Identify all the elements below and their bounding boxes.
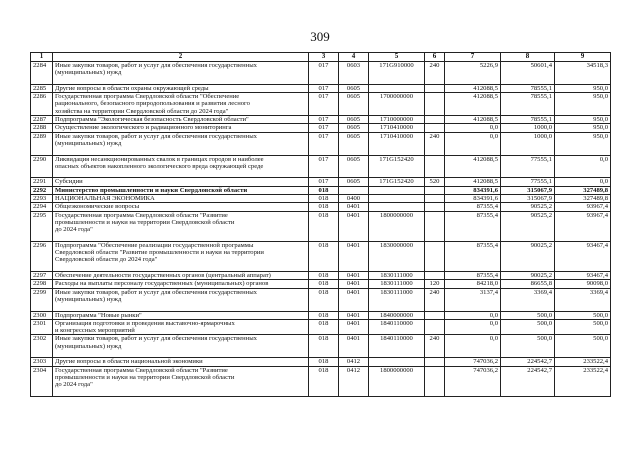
amount-2022-cell: 834391,6 <box>445 186 501 194</box>
amount-2024-cell: 233522,4 <box>555 366 611 396</box>
column-header: 8 <box>501 53 555 62</box>
row-number-cell: 2289 <box>31 132 53 155</box>
ministry-code-cell: 018 <box>309 241 339 271</box>
row-number-cell: 2300 <box>31 311 53 319</box>
section-code-cell: 0605 <box>339 155 369 178</box>
row-name-cell: Подпрограмма "Новые рынки" <box>53 311 309 319</box>
row-name-cell: Субсидии <box>53 178 309 186</box>
target-code-cell: 171G152420 <box>369 178 425 186</box>
table-row <box>31 195 611 203</box>
table-body <box>31 62 611 397</box>
section-code-cell: 0412 <box>339 358 369 366</box>
ministry-code-cell: 017 <box>309 132 339 155</box>
target-code-cell: 1710410000 <box>369 124 425 132</box>
row-number-cell: 2295 <box>31 211 53 241</box>
table-row <box>31 116 611 124</box>
amount-2024-cell: 93467,4 <box>555 241 611 271</box>
row-name-cell: Обеспечение деятельности государственных органов (центральный аппарат) <box>53 272 309 280</box>
ministry-code-cell: 018 <box>309 311 339 319</box>
amount-2022-cell: 87355,4 <box>445 272 501 280</box>
amount-2023-cell: 78555,1 <box>501 116 555 124</box>
target-code-cell: 1800000000 <box>369 366 425 396</box>
table-row <box>31 311 611 319</box>
amount-2023-cell: 77555,1 <box>501 155 555 178</box>
amount-2022-cell: 87355,4 <box>445 203 501 211</box>
row-name-cell: Государственная программа Свердловской области "Обеспечение рационального, безопасного природопользования и развития лесного хозяйства на территории Свердловской области до 2024 года" <box>53 93 309 116</box>
row-number-cell: 2301 <box>31 319 53 335</box>
row-number-cell: 2291 <box>31 178 53 186</box>
section-code-cell: 0401 <box>339 335 369 358</box>
amount-2022-cell: 0,0 <box>445 124 501 132</box>
table-row <box>31 132 611 155</box>
amount-2022-cell: 412088,5 <box>445 178 501 186</box>
row-name-cell: НАЦИОНАЛЬНАЯ ЭКОНОМИКА <box>53 195 309 203</box>
table-row <box>31 62 611 85</box>
section-code-cell: 0605 <box>339 178 369 186</box>
amount-2022-cell: 87355,4 <box>445 241 501 271</box>
amount-2023-cell: 78555,1 <box>501 84 555 92</box>
target-code-cell: 1830111000 <box>369 272 425 280</box>
amount-2023-cell: 77555,1 <box>501 178 555 186</box>
row-number-cell: 2294 <box>31 203 53 211</box>
target-code-cell: 171G910000 <box>369 62 425 85</box>
amount-2024-cell: 950,0 <box>555 116 611 124</box>
section-code-cell: 0401 <box>339 288 369 311</box>
expense-type-cell <box>425 366 445 396</box>
amount-2024-cell: 500,0 <box>555 335 611 358</box>
amount-2023-cell: 90525,2 <box>501 211 555 241</box>
amount-2024-cell: 233522,4 <box>555 358 611 366</box>
amount-2023-cell: 78555,1 <box>501 93 555 116</box>
column-header: 9 <box>555 53 611 62</box>
row-name-cell: Иные закупки товаров, работ и услуг для обеспечения государственных (муниципальных) нужд <box>53 335 309 358</box>
expense-type-cell: 520 <box>425 178 445 186</box>
table-row <box>31 358 611 366</box>
section-code-cell: 0401 <box>339 319 369 335</box>
row-name-cell: Общеэкономические вопросы <box>53 203 309 211</box>
row-name-cell: Организация подготовки и проведения выставочно-ярмарочных и конгрессных мероприятий <box>53 319 309 335</box>
table-row <box>31 178 611 186</box>
amount-2023-cell: 86655,8 <box>501 280 555 288</box>
expense-type-cell: 240 <box>425 335 445 358</box>
ministry-code-cell: 017 <box>309 93 339 116</box>
row-name-cell: Подпрограмма "Экологическая безопасность Свердловской области" <box>53 116 309 124</box>
table-row <box>31 288 611 311</box>
row-number-cell: 2284 <box>31 62 53 85</box>
column-header: 5 <box>369 53 425 62</box>
amount-2024-cell: 34518,3 <box>555 62 611 85</box>
amount-2023-cell: 500,0 <box>501 335 555 358</box>
amount-2024-cell: 950,0 <box>555 132 611 155</box>
row-number-cell: 2302 <box>31 335 53 358</box>
amount-2022-cell: 0,0 <box>445 319 501 335</box>
amount-2023-cell: 1000,0 <box>501 132 555 155</box>
amount-2022-cell: 84218,0 <box>445 280 501 288</box>
budget-table <box>30 52 611 397</box>
expense-type-cell <box>425 241 445 271</box>
expense-type-cell <box>425 186 445 194</box>
amount-2024-cell: 93467,4 <box>555 272 611 280</box>
amount-2022-cell: 0,0 <box>445 132 501 155</box>
target-code-cell: 1830111000 <box>369 288 425 311</box>
column-header: 2 <box>53 53 309 62</box>
ministry-code-cell: 018 <box>309 280 339 288</box>
section-code-cell: 0401 <box>339 211 369 241</box>
expense-type-cell: 240 <box>425 132 445 155</box>
section-code-cell: 0605 <box>339 93 369 116</box>
table-row <box>31 280 611 288</box>
ministry-code-cell: 017 <box>309 116 339 124</box>
section-code-cell: 0401 <box>339 272 369 280</box>
expense-type-cell <box>425 211 445 241</box>
expense-type-cell <box>425 155 445 178</box>
amount-2024-cell: 0,0 <box>555 178 611 186</box>
expense-type-cell <box>425 272 445 280</box>
section-code-cell: 0401 <box>339 280 369 288</box>
target-code-cell <box>369 186 425 194</box>
amount-2022-cell: 412088,5 <box>445 116 501 124</box>
amount-2023-cell: 3369,4 <box>501 288 555 311</box>
target-code-cell <box>369 358 425 366</box>
amount-2022-cell: 747036,2 <box>445 358 501 366</box>
target-code-cell: 1840000000 <box>369 311 425 319</box>
amount-2023-cell: 500,0 <box>501 319 555 335</box>
row-name-cell: Министерство промышленности и науки Свердловской области <box>53 186 309 194</box>
amount-2024-cell: 500,0 <box>555 311 611 319</box>
amount-2023-cell: 224542,7 <box>501 358 555 366</box>
row-name-cell: Иные закупки товаров, работ и услуг для обеспечения государственных (муниципальных) нужд <box>53 288 309 311</box>
ministry-code-cell: 018 <box>309 203 339 211</box>
row-number-cell: 2292 <box>31 186 53 194</box>
amount-2024-cell: 327489,8 <box>555 195 611 203</box>
section-code-cell <box>339 186 369 194</box>
section-code-cell: 0605 <box>339 124 369 132</box>
expense-type-cell <box>425 203 445 211</box>
amount-2022-cell: 412088,5 <box>445 84 501 92</box>
section-code-cell: 0400 <box>339 195 369 203</box>
expense-type-cell <box>425 319 445 335</box>
target-code-cell: 1840110000 <box>369 335 425 358</box>
amount-2023-cell: 500,0 <box>501 311 555 319</box>
table-row <box>31 335 611 358</box>
ministry-code-cell: 018 <box>309 186 339 194</box>
row-name-cell: Осуществление экологического и радиационного мониторинга <box>53 124 309 132</box>
target-code-cell <box>369 84 425 92</box>
column-header: 7 <box>445 53 501 62</box>
section-code-cell: 0605 <box>339 84 369 92</box>
amount-2022-cell: 5226,9 <box>445 62 501 85</box>
row-name-cell: Иные закупки товаров, работ и услуг для обеспечения государственных (муниципальных) нужд <box>53 132 309 155</box>
table-row <box>31 84 611 92</box>
amount-2022-cell: 0,0 <box>445 335 501 358</box>
amount-2022-cell: 412088,5 <box>445 155 501 178</box>
ministry-code-cell: 017 <box>309 84 339 92</box>
section-code-cell: 0605 <box>339 132 369 155</box>
expense-type-cell <box>425 116 445 124</box>
expense-type-cell <box>425 195 445 203</box>
row-number-cell: 2285 <box>31 84 53 92</box>
row-number-cell: 2293 <box>31 195 53 203</box>
row-name-cell: Иные закупки товаров, работ и услуг для обеспечения государственных (муниципальных) нужд <box>53 62 309 85</box>
amount-2024-cell: 950,0 <box>555 84 611 92</box>
row-name-cell: Расходы на выплаты персоналу государственных (муниципальных) органов <box>53 280 309 288</box>
row-number-cell: 2304 <box>31 366 53 396</box>
table-row <box>31 124 611 132</box>
amount-2023-cell: 50601,4 <box>501 62 555 85</box>
target-code-cell: 1710000000 <box>369 116 425 124</box>
amount-2024-cell: 3369,4 <box>555 288 611 311</box>
amount-2022-cell: 834391,6 <box>445 195 501 203</box>
target-code-cell: 1700000000 <box>369 93 425 116</box>
amount-2022-cell: 0,0 <box>445 311 501 319</box>
ministry-code-cell: 018 <box>309 335 339 358</box>
table-row <box>31 272 611 280</box>
amount-2023-cell: 224542,7 <box>501 366 555 396</box>
ministry-code-cell: 017 <box>309 178 339 186</box>
page-number: 309 <box>310 29 330 44</box>
amount-2023-cell: 90025,2 <box>501 241 555 271</box>
row-name-cell: Ликвидация несанкционированных свалок в границах городов и наиболее опасных объектов накопленного экологического вреда окружающей среде <box>53 155 309 178</box>
row-number-cell: 2287 <box>31 116 53 124</box>
expense-type-cell <box>425 358 445 366</box>
row-name-cell: Государственная программа Свердловской области "Развитие промышленности и науки на территории Свердловской области до 2024 года" <box>53 211 309 241</box>
target-code-cell: 171G152420 <box>369 155 425 178</box>
column-header: 6 <box>425 53 445 62</box>
column-header: 4 <box>339 53 369 62</box>
ministry-code-cell: 017 <box>309 62 339 85</box>
row-number-cell: 2297 <box>31 272 53 280</box>
amount-2022-cell: 3137,4 <box>445 288 501 311</box>
row-name-cell: Подпрограмма "Обеспечение реализации государственной программы Свердловской области "Развитие промышленности и науки на территории Свердловской области до 2024 года" <box>53 241 309 271</box>
ministry-code-cell: 018 <box>309 358 339 366</box>
section-code-cell: 0401 <box>339 203 369 211</box>
amount-2023-cell: 315067,9 <box>501 195 555 203</box>
amount-2024-cell: 950,0 <box>555 124 611 132</box>
section-code-cell: 0603 <box>339 62 369 85</box>
amount-2023-cell: 315067,9 <box>501 186 555 194</box>
amount-2022-cell: 87355,4 <box>445 211 501 241</box>
row-name-cell: Государственная программа Свердловской области "Развитие промышленности и науки на территории Свердловской области до 2024 года" <box>53 366 309 396</box>
table-row <box>31 319 611 335</box>
amount-2023-cell: 90525,2 <box>501 203 555 211</box>
row-name-cell: Другие вопросы в области охраны окружающей среды <box>53 84 309 92</box>
amount-2024-cell: 90098,0 <box>555 280 611 288</box>
target-code-cell: 1800000000 <box>369 211 425 241</box>
table-row <box>31 93 611 116</box>
column-header: 1 <box>31 53 53 62</box>
amount-2024-cell: 500,0 <box>555 319 611 335</box>
row-number-cell: 2298 <box>31 280 53 288</box>
section-code-cell: 0401 <box>339 311 369 319</box>
target-code-cell: 1830111000 <box>369 280 425 288</box>
ministry-code-cell: 018 <box>309 272 339 280</box>
ministry-code-cell: 018 <box>309 195 339 203</box>
ministry-code-cell: 018 <box>309 288 339 311</box>
row-number-cell: 2288 <box>31 124 53 132</box>
ministry-code-cell: 017 <box>309 124 339 132</box>
expense-type-cell <box>425 311 445 319</box>
target-code-cell: 1830000000 <box>369 241 425 271</box>
target-code-cell <box>369 195 425 203</box>
amount-2024-cell: 950,0 <box>555 93 611 116</box>
expense-type-cell <box>425 93 445 116</box>
amount-2024-cell: 327489,8 <box>555 186 611 194</box>
target-code-cell: 1710410000 <box>369 132 425 155</box>
ministry-code-cell: 018 <box>309 366 339 396</box>
section-code-cell: 0401 <box>339 241 369 271</box>
amount-2022-cell: 412088,5 <box>445 93 501 116</box>
expense-type-cell: 240 <box>425 62 445 85</box>
expense-type-cell <box>425 84 445 92</box>
ministry-code-cell: 018 <box>309 319 339 335</box>
table-row <box>31 241 611 271</box>
row-number-cell: 2296 <box>31 241 53 271</box>
section-code-cell: 0605 <box>339 116 369 124</box>
section-code-cell: 0412 <box>339 366 369 396</box>
expense-type-cell: 120 <box>425 280 445 288</box>
row-number-cell: 2299 <box>31 288 53 311</box>
amount-2024-cell: 0,0 <box>555 155 611 178</box>
table-row <box>31 155 611 178</box>
table-row <box>31 366 611 396</box>
amount-2022-cell: 747036,2 <box>445 366 501 396</box>
row-number-cell: 2286 <box>31 93 53 116</box>
table-row <box>31 186 611 194</box>
table-row <box>31 203 611 211</box>
ministry-code-cell: 018 <box>309 211 339 241</box>
expense-type-cell <box>425 124 445 132</box>
table-header-row <box>31 53 611 62</box>
table-row <box>31 211 611 241</box>
row-number-cell: 2290 <box>31 155 53 178</box>
column-header: 3 <box>309 53 339 62</box>
target-code-cell: 1840110000 <box>369 319 425 335</box>
ministry-code-cell: 017 <box>309 155 339 178</box>
amount-2024-cell: 93967,4 <box>555 203 611 211</box>
amount-2024-cell: 93967,4 <box>555 211 611 241</box>
amount-2023-cell: 1000,0 <box>501 124 555 132</box>
row-name-cell: Другие вопросы в области национальной экономики <box>53 358 309 366</box>
amount-2023-cell: 90025,2 <box>501 272 555 280</box>
target-code-cell <box>369 203 425 211</box>
row-number-cell: 2303 <box>31 358 53 366</box>
expense-type-cell: 240 <box>425 288 445 311</box>
